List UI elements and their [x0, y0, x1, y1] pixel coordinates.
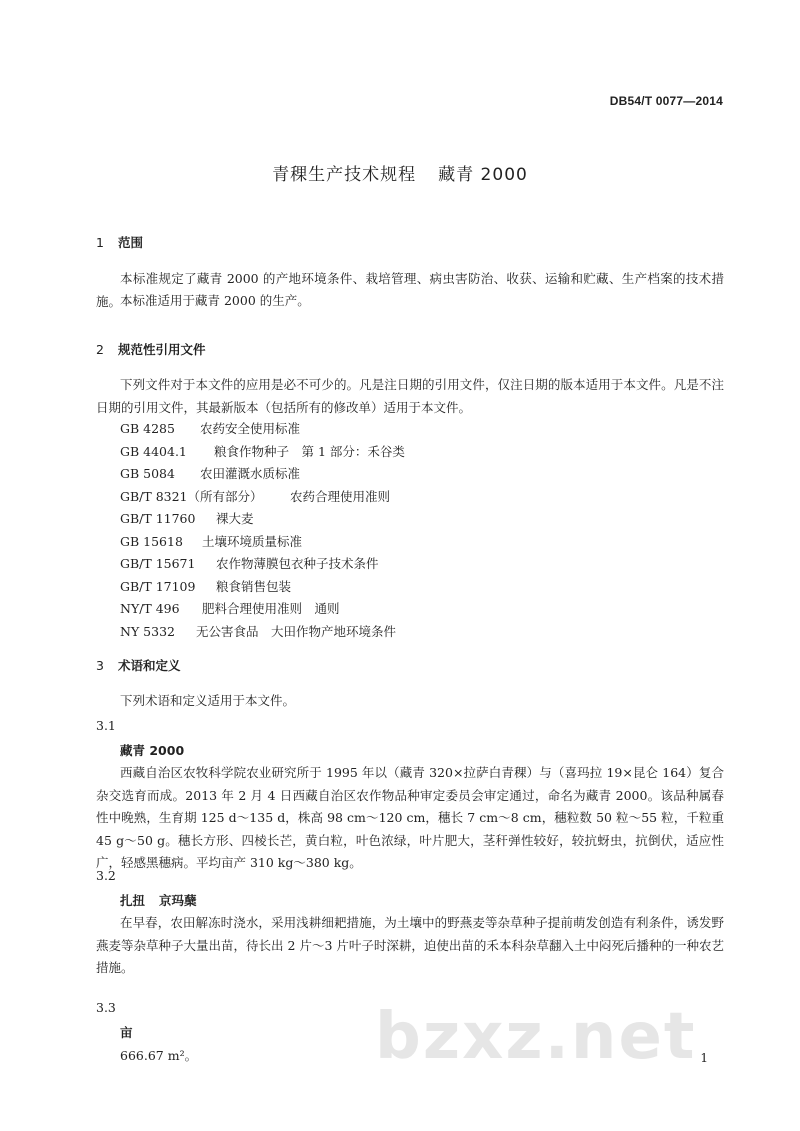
- reference-title: 粮食作物种子 第 1 部分：禾谷类: [214, 443, 405, 459]
- document-title: [0, 160, 800, 185]
- reference-code: GB 4285: [120, 421, 175, 436]
- watermark: bzxz.net: [375, 1000, 697, 1074]
- reference-title: 肥料合理使用准则 通则: [202, 601, 340, 616]
- page-number: 1: [700, 1051, 708, 1065]
- reference-item: [120, 576, 405, 599]
- reference-code: GB 5084: [120, 466, 175, 481]
- section-title: 规范性引用文件: [118, 342, 206, 357]
- reference-item: [120, 508, 405, 531]
- term-name: [120, 891, 197, 909]
- reference-title: 裸大麦: [216, 511, 254, 526]
- term-number: 3.3: [96, 1000, 116, 1015]
- section-number: 1: [96, 235, 104, 250]
- reference-title: 农田灌溉水质标准: [200, 466, 301, 481]
- term-definition: 在早春，农田解冻时浇水，采用浅耕细耙措施，为土壤中的野燕麦等杂草种子提前萌发创造有利条件，诱发野燕麦等杂草种子大量出苗，待长出 2 片～3 片叶子时深耕，迫使出苗的禾本科杂草翻入土中闷死后播种的一种农艺措施。: [96, 915, 724, 975]
- reference-code: GB 4404.1: [120, 443, 187, 459]
- reference-title: 土壤环境质量标准: [202, 533, 303, 549]
- section-1-heading: [96, 233, 143, 251]
- reference-item: [120, 621, 405, 644]
- term-name: [120, 1023, 133, 1041]
- reference-code: GB/T 15671: [120, 556, 196, 571]
- term-definition: 西藏自治区农牧科学院农业研究所于 1995 年以（藏青 320×拉萨白青稞）与（喜玛拉 19×昆仑 164）复合杂交选育而成。2013 年 2 月 4 日西藏自治区农作物品种审定委员会审定通过，命名为藏青 2000。该品种属春性中晚熟，生育期 125 d～135 d，株高 98 cm～120 cm，穗长 7 cm～8 cm，穗粒数 50 粒～55 粒，千粒重 45 g～50 g。穗长方形、四棱长芒，黄白粒，叶色浓绿，叶片肥大，茎秆弹性较好，较抗蚜虫，抗倒伏，适应性广，轻感黑穗病。平均亩产 310 kg～380 kg。: [96, 765, 724, 870]
- reference-code: NY/T 496: [120, 601, 180, 616]
- section-number: 3: [96, 658, 104, 673]
- section-number: 2: [96, 342, 104, 357]
- reference-code: NY 5332: [120, 623, 175, 639]
- section-2-heading: [96, 340, 206, 358]
- reference-title: 粮食销售包装: [216, 578, 292, 594]
- section-title: 范围: [118, 235, 144, 250]
- reference-item: [120, 418, 405, 441]
- scope-paragraph-2: 本标准适用于藏青 2000 的生产。: [120, 293, 310, 308]
- term-name-tibetan: 京玛蘖: [159, 893, 197, 908]
- reference-title: 农药安全使用标准: [200, 421, 301, 436]
- standard-code: DB54/T 0077—2014: [609, 94, 723, 108]
- term-name-text: 亩: [120, 1025, 133, 1040]
- reference-item: [120, 463, 405, 486]
- reference-code: GB 15618: [120, 533, 183, 549]
- title-main: 青稞生产技术规程: [272, 165, 417, 185]
- section-title: 术语和定义: [118, 658, 181, 673]
- term-name-text: 扎扭: [120, 893, 146, 908]
- term-name: [120, 741, 184, 759]
- scope-paragraph-1: 本标准规定了藏青 2000 的产地环境条件、栽培管理、病虫害防治、收获、运输和贮藏、生产档案的技术措施。: [96, 271, 724, 309]
- term-definition: 666.67 m²。: [120, 1048, 198, 1063]
- term-name-text: 藏青 2000: [120, 743, 185, 758]
- reference-code: GB/T 11760: [120, 511, 196, 526]
- section-3-heading: [96, 656, 181, 674]
- references-intro: 下列文件对于本文件的应用是必不可少的。凡是注日期的引用文件，仅注日期的版本适用于本文件。凡是不注日期的引用文件，其最新版本（包括所有的修改单）适用于本文件。: [96, 377, 724, 415]
- term-number: 3.1: [96, 718, 116, 733]
- reference-title: 农药合理使用准则: [290, 488, 391, 504]
- reference-item: [120, 598, 405, 621]
- reference-item: [120, 531, 405, 554]
- reference-title: 农作物薄膜包衣种子技术条件: [216, 556, 379, 571]
- reference-list: [120, 418, 405, 643]
- title-variety: 藏青 2000: [438, 165, 528, 185]
- reference-item: [120, 441, 405, 464]
- reference-title: 无公害食品 大田作物产地环境条件: [196, 623, 397, 639]
- term-number: 3.2: [96, 868, 116, 883]
- reference-code: GB/T 17109: [120, 578, 196, 594]
- reference-code: GB/T 8321（所有部分）: [120, 488, 263, 504]
- reference-item: [120, 486, 405, 509]
- reference-item: [120, 553, 405, 576]
- terms-intro: 下列术语和定义适用于本文件。: [120, 693, 296, 708]
